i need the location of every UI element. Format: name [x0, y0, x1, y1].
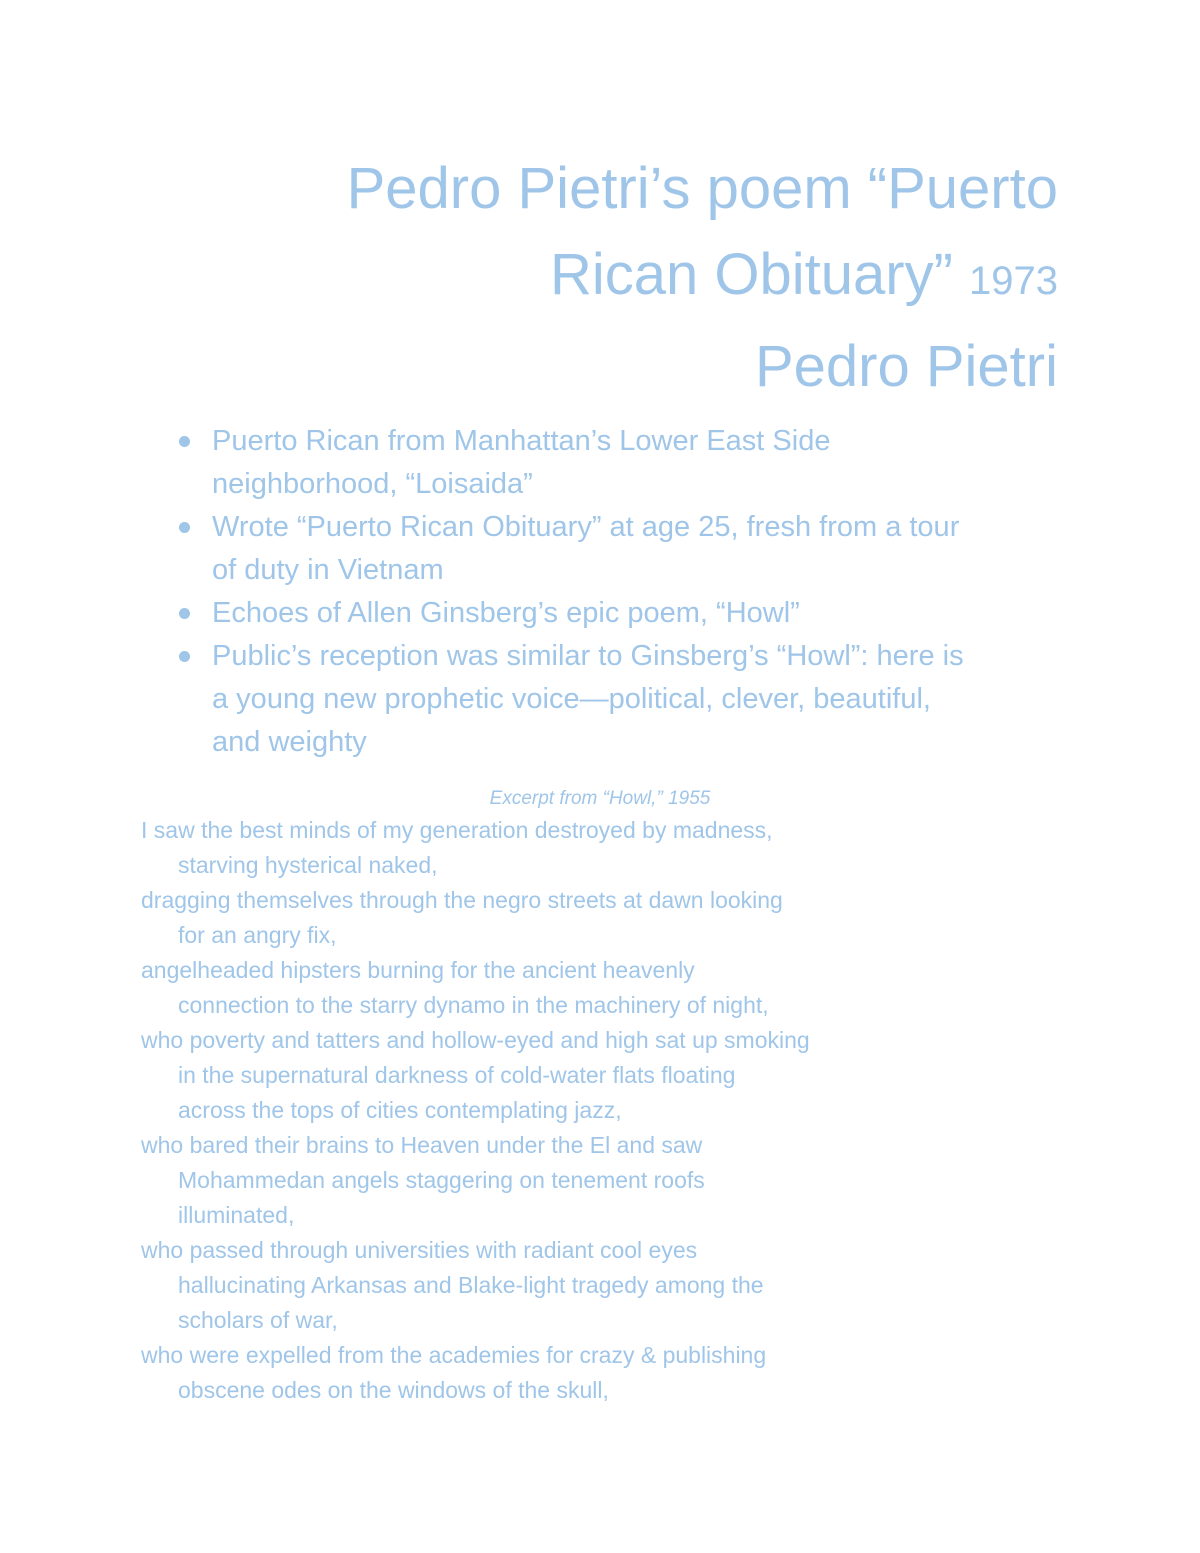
bullet-text: Echoes of Allen Ginsberg’s epic poem, “Howl”	[212, 597, 800, 629]
title-line-2	[158, 232, 1058, 324]
poem-line: who were expelled from the academies for crazy & publishing	[141, 1342, 767, 1368]
bullet-dot-icon	[179, 608, 190, 619]
poem-line: starving hysterical naked,	[178, 852, 438, 878]
poem-line: scholars of war,	[178, 1307, 338, 1333]
poem-line: I saw the best minds of my generation destroyed by madness,	[141, 817, 773, 843]
poem-line: hallucinating Arkansas and Blake-light tragedy among the	[178, 1272, 764, 1298]
poem-line: connection to the starry dynamo in the machinery of night,	[178, 992, 769, 1018]
page-title	[158, 146, 1058, 410]
poem-line: obscene odes on the windows of the skull,	[178, 1377, 609, 1403]
bullet-dot-icon	[179, 522, 190, 533]
bullet-list	[0, 420, 1200, 764]
bullet-item	[0, 635, 1072, 764]
bullet-item	[0, 506, 1072, 592]
title-line-1: Pedro Pietri’s poem “Puerto	[346, 156, 1058, 221]
poem-line: Mohammedan angels staggering on tenement roofs	[178, 1167, 705, 1193]
excerpt-caption: Excerpt from “Howl,” 1955	[489, 788, 711, 809]
title-year: 1973	[969, 259, 1058, 303]
bullet-text: a young new prophetic voice—political, clever, beautiful,	[212, 683, 931, 715]
poem-excerpt	[141, 813, 1041, 1408]
poem-line: who passed through universities with radiant cool eyes	[141, 1237, 698, 1263]
bullet-text: neighborhood, “Loisaida”	[212, 468, 533, 500]
bullet-item	[0, 420, 1072, 506]
bullet-text: Public’s reception was similar to Ginsberg’s “Howl”: here is	[212, 640, 964, 672]
bullet-dot-icon	[179, 436, 190, 447]
bullet-text: Wrote “Puerto Rican Obituary” at age 25, fresh from a tour	[212, 511, 960, 543]
poem-line: angelheaded hipsters burning for the ancient heavenly	[141, 957, 695, 983]
bullet-text: and weighty	[212, 726, 367, 758]
title-line-2-text: Rican Obituary”	[549, 242, 953, 307]
poem-line: illuminated,	[178, 1202, 295, 1228]
bullet-item	[0, 592, 1072, 635]
bullet-text: of duty in Vietnam	[212, 554, 444, 586]
bullet-text: Puerto Rican from Manhattan’s Lower East Side	[212, 425, 831, 457]
bullet-dot-icon	[179, 651, 190, 662]
poem-line: for an angry fix,	[178, 922, 337, 948]
poem-line: across the tops of cities contemplating jazz,	[178, 1097, 622, 1123]
title-author: Pedro Pietri	[754, 334, 1058, 399]
poem-line: who bared their brains to Heaven under the El and saw	[141, 1132, 703, 1158]
poem-line: who poverty and tatters and hollow-eyed and high sat up smoking	[141, 1027, 810, 1053]
poem-line: dragging themselves through the negro streets at dawn looking	[141, 887, 783, 913]
poem-line: in the supernatural darkness of cold-water flats floating	[178, 1062, 736, 1088]
